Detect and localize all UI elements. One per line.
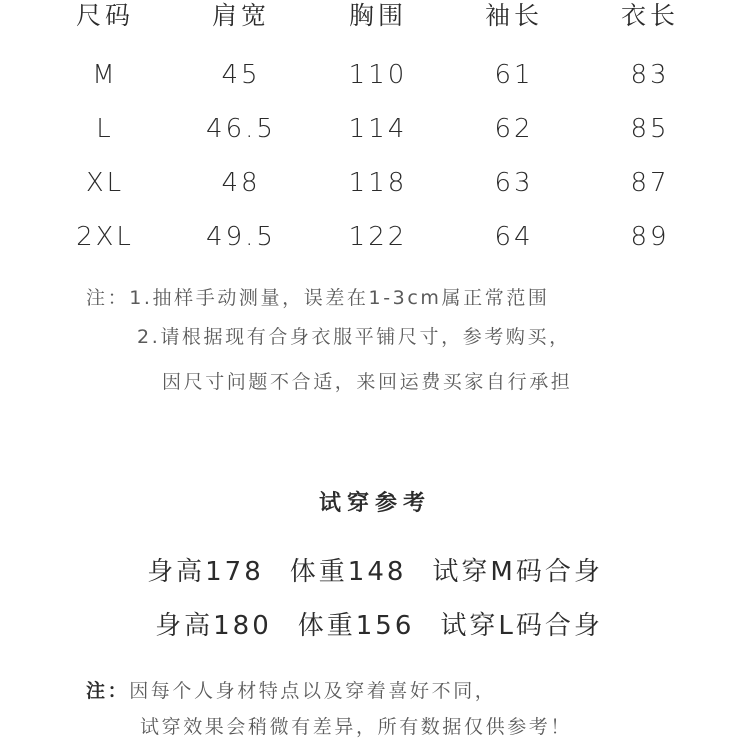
disclaimer-line-2: 试穿效果会稍微有差异，所有数据仅供参考！	[140, 716, 573, 738]
tryon-height: 身高180	[155, 611, 272, 641]
note-line-1: 注：1.抽样手动测量，误差在1-3cm属正常范围	[86, 287, 550, 309]
table-cell: 64	[494, 222, 534, 252]
table-row	[0, 217, 750, 257]
table-cell: 2XL	[76, 222, 134, 252]
tryon-weight: 体重156	[297, 611, 415, 641]
header-shoulder: 肩宽	[211, 1, 270, 30]
table-cell: 87	[630, 168, 670, 198]
table-header-row	[0, 0, 750, 36]
table-row	[0, 109, 750, 149]
table-cell: 85	[630, 114, 670, 144]
tryon-title: 试穿参考	[318, 491, 431, 516]
disclaimer-text-1: 因每个人身材特点以及穿着喜好不同，	[129, 680, 497, 702]
table-cell: M	[92, 60, 118, 90]
table-cell: 118	[348, 168, 408, 198]
tryon-weight: 体重148	[289, 557, 407, 587]
tryon-row	[0, 552, 750, 592]
table-cell: 89	[630, 222, 670, 252]
table-cell: 63	[494, 168, 534, 198]
table-cell: 49.5	[206, 222, 276, 252]
table-cell: 110	[348, 60, 408, 90]
table-cell: 45	[221, 60, 261, 90]
table-row	[0, 55, 750, 95]
tryon-result: 试穿M码合身	[432, 557, 603, 587]
note-line-3: 因尺寸问题不合适，来回运费买家自行承担	[162, 371, 573, 393]
header-sleeve: 袖长	[484, 1, 543, 30]
note-line-2: 2.请根据现有合身衣服平铺尺寸，参考购买，	[137, 326, 571, 348]
header-length: 衣长	[620, 1, 679, 30]
table-cell: 61	[494, 60, 534, 90]
table-row	[0, 163, 750, 203]
table-cell: 83	[630, 60, 670, 90]
table-cell: XL	[85, 168, 125, 198]
header-chest: 胸围	[348, 1, 407, 30]
table-cell: L	[96, 114, 114, 144]
tryon-row	[0, 606, 750, 646]
disclaimer-line-1	[86, 676, 496, 706]
header-size: 尺码	[75, 1, 134, 30]
disclaimer-label: 注：	[86, 680, 130, 702]
tryon-height: 身高178	[147, 557, 264, 587]
table-cell: 46.5	[206, 114, 276, 144]
table-cell: 114	[348, 114, 408, 144]
table-cell: 122	[348, 222, 408, 252]
table-cell: 48	[221, 168, 261, 198]
tryon-result: 试穿L码合身	[440, 611, 603, 641]
table-cell: 62	[494, 114, 534, 144]
